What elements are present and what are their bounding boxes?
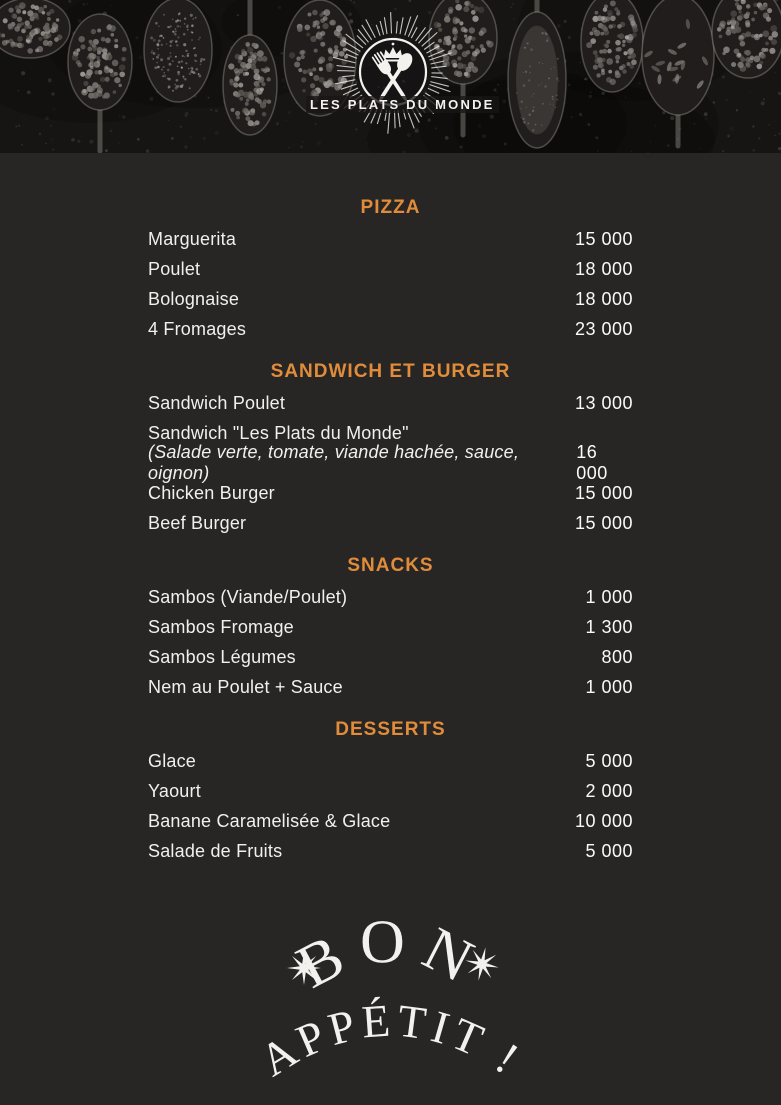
menu-item-row bbox=[148, 836, 633, 866]
item-price: 23 000 bbox=[574, 318, 633, 339]
section-pizza bbox=[148, 196, 633, 344]
item-description: (Salade verte, tomate, viande hachée, sauce, oignon) bbox=[148, 442, 520, 483]
item-price: 13 000 bbox=[574, 392, 633, 413]
menu-item-row bbox=[148, 314, 633, 344]
item-name: Bolognaise bbox=[148, 288, 240, 309]
menu-item-row bbox=[148, 442, 633, 483]
item-name: Marguerita bbox=[148, 228, 237, 249]
section-title-sandwich-burger: SANDWICH ET BURGER bbox=[270, 361, 511, 382]
item-price: 18 000 bbox=[574, 288, 633, 309]
item-name: Sambos Légumes bbox=[148, 646, 296, 667]
item-price: 15 000 bbox=[574, 228, 633, 249]
header-photo bbox=[0, 0, 781, 153]
section-title-desserts: DESSERTS bbox=[335, 719, 446, 740]
item-name: 4 Fromages bbox=[148, 318, 247, 339]
section-snacks bbox=[148, 554, 633, 702]
menu-item-row bbox=[148, 806, 633, 836]
item-price: 1 000 bbox=[585, 586, 633, 607]
section-title-snacks: SNACKS bbox=[347, 555, 434, 576]
menu-item-row bbox=[148, 254, 633, 284]
menu-item-row bbox=[148, 776, 633, 806]
brand-logo-art bbox=[318, 0, 468, 150]
brand-logo bbox=[306, 0, 495, 152]
section-sandwich-burger bbox=[148, 360, 633, 538]
item-price: 10 000 bbox=[574, 810, 633, 831]
item-name: Sandwich "Les Plats du Monde" bbox=[148, 422, 409, 443]
menu-item-row bbox=[148, 582, 633, 612]
item-price: 1 000 bbox=[585, 676, 633, 697]
item-price: 15 000 bbox=[574, 512, 633, 533]
bon-text: BON bbox=[285, 907, 495, 1002]
menu-item-row bbox=[148, 224, 633, 254]
menu-item-row bbox=[148, 642, 633, 672]
section-title-pizza: PIZZA bbox=[360, 197, 421, 218]
menu-item-row bbox=[148, 612, 633, 642]
brand-name-text: LES PLATS DU MONDE bbox=[306, 96, 499, 113]
item-name: Beef Burger bbox=[148, 512, 247, 533]
bon-appetit-art bbox=[221, 891, 561, 1103]
item-name: Poulet bbox=[148, 258, 201, 279]
item-price: 18 000 bbox=[574, 258, 633, 279]
brand-name bbox=[306, 97, 495, 112]
item-name: Yaourt bbox=[148, 780, 201, 801]
item-price: 5 000 bbox=[585, 840, 633, 861]
section-desserts bbox=[148, 718, 633, 866]
item-name: Chicken Burger bbox=[148, 482, 275, 503]
item-price: 1 300 bbox=[585, 616, 633, 637]
item-price: 2 000 bbox=[585, 780, 633, 801]
item-name: Sambos Fromage bbox=[148, 616, 294, 637]
item-price: 5 000 bbox=[585, 750, 633, 771]
appetit-text: APPÉTIT ! bbox=[250, 994, 532, 1087]
menu-content bbox=[148, 153, 633, 882]
item-name: Nem au Poulet + Sauce bbox=[148, 676, 343, 697]
item-name: Glace bbox=[148, 750, 197, 771]
menu-item-row bbox=[148, 388, 633, 418]
item-price: 800 bbox=[601, 646, 633, 667]
bon-appetit-flourish bbox=[221, 891, 561, 1105]
menu-item-row bbox=[148, 672, 633, 702]
menu-item-row bbox=[148, 746, 633, 776]
menu-item-row bbox=[148, 508, 633, 538]
item-name: Banane Caramelisée & Glace bbox=[148, 810, 391, 831]
item-name: Sambos (Viande/Poulet) bbox=[148, 586, 348, 607]
item-name: Salade de Fruits bbox=[148, 840, 283, 861]
item-price: 15 000 bbox=[574, 482, 633, 503]
item-name: Sandwich Poulet bbox=[148, 392, 286, 413]
item-price: 16 000 bbox=[576, 442, 608, 483]
menu-item-row bbox=[148, 284, 633, 314]
